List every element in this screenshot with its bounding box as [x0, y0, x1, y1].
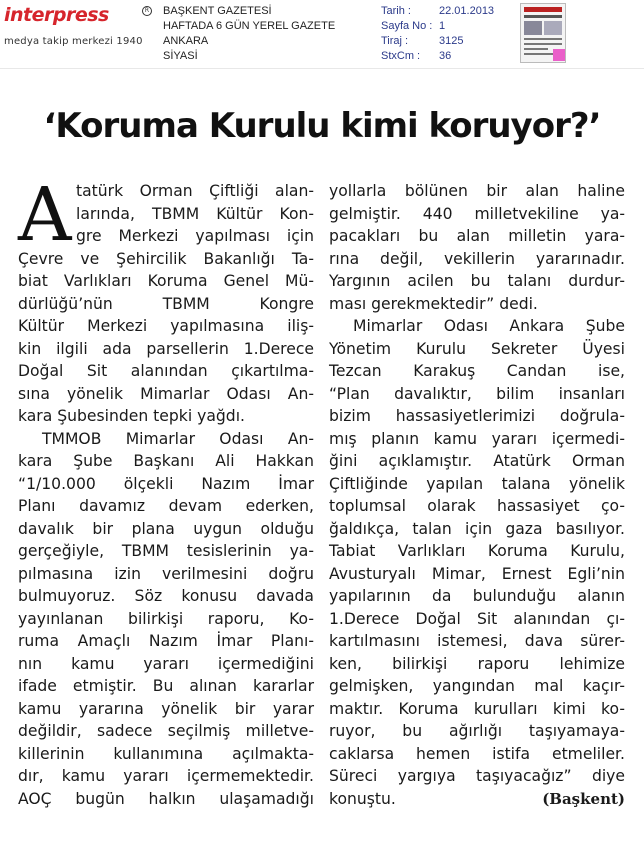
text-line: gerçeğiyle, TBMM tesislerinin ya- [18, 542, 314, 560]
article-column-right [329, 180, 625, 810]
meta-row-circulation [381, 34, 511, 49]
last-line [329, 788, 625, 811]
text-line: pılmasına izin verilmesini doğru [18, 564, 314, 583]
interpress-logo [4, 4, 150, 50]
text-line: kin ilgili ada parsellerin 1.Derece [18, 339, 314, 358]
header-divider [0, 68, 644, 69]
text-line: ğaldıkça, talan için gaza basılıyor. [329, 519, 625, 538]
clipping-meta [381, 4, 511, 64]
meta-row-page [381, 19, 511, 34]
text-line: Yargının acilen bu talanı durdur- [329, 272, 625, 290]
publication-section: SİYASİ [163, 50, 198, 62]
text-line: “1/10.000 ölçekli Nazım İmar [18, 474, 314, 493]
text-line: Çevre ve Şehircilik Bakanlığı Ta- [18, 249, 314, 268]
meta-key: Tarih : [381, 5, 411, 17]
clip-marker-icon [553, 49, 565, 61]
publication-city: ANKARA [163, 35, 209, 47]
registered-mark-icon: R [142, 6, 152, 16]
text-line: nın kamu yararı içermediğini [18, 654, 314, 673]
text-line: yapılarının da bulunduğu alanın [329, 587, 625, 605]
text-line: larında, TBMM Kültür Kon- [76, 204, 314, 223]
text-line: ken, bilirkişi raporu lehimize [329, 654, 625, 673]
text-line: pacakları bu alan milletin yara- [329, 227, 625, 245]
article-headline: ‘Koruma Kurulu kimi koruyor?’ [43, 106, 601, 146]
text-line: mış planın kamu yararı içermedi- [329, 429, 625, 448]
clipping-header [0, 0, 644, 68]
text-line: TMMOB Mimarlar Odası An- [42, 429, 314, 448]
text-line: Avusturyalı Mimar, Ernest Egli’nin [329, 564, 625, 583]
text-line: Mimarlar Odası Ankara Şube [353, 317, 625, 335]
text-line: ğini açıklamıştır. Atatürk Orman [329, 452, 625, 470]
text-line: değildir, sadece seçilmiş milletve- [18, 722, 314, 740]
meta-key: StxCm : [381, 50, 421, 62]
text-line: maktır. Koruma kurulları kimi ko- [329, 699, 625, 718]
text-line: killerinin kullanımına açılmakta- [18, 744, 314, 763]
text-line: dır, kamu yararı içermemektedir. [18, 767, 314, 785]
text-line: rına değil, vekillerin yararınadır. [329, 249, 625, 268]
article-signoff: (Başkent) [542, 789, 625, 808]
drop-cap: A [18, 172, 72, 258]
text-line: sına yönelik Mimarlar Odası An- [18, 384, 314, 403]
text-line: toplumsal olarak hassasiyet ço- [329, 497, 625, 515]
text-line: bulmuyoruz. Söz konusu davada [18, 587, 314, 605]
text-line: gelmiştir. 440 milletvekiline ya- [329, 204, 625, 223]
text-line: 1.Derece Doğal Sit alanından çı- [329, 609, 625, 628]
meta-key: Tiraj : [381, 35, 409, 47]
meta-value: 22.01.2013 [439, 5, 495, 17]
text-line: ması gerekmektedir” dedi. [329, 294, 538, 313]
text-line: davalık bir plana uygun olduğu [18, 519, 314, 538]
logo-tagline: medya takip merkezi 1940 [4, 36, 143, 47]
text-line: bizim hassasiyetlerimizi doğrula- [329, 407, 625, 425]
publication-info [163, 4, 373, 64]
text-line: Çiftliğinde yapılan talana yönelik [329, 474, 625, 493]
text-line: yayınlanan bilirkişi raporu, Ko- [18, 609, 314, 628]
text-line: “Plan davalıktır, bilim insanları [329, 384, 625, 403]
text-line: caklarsa hemen istifa etmeliler. [329, 744, 625, 763]
text-line: yollarla bölünen bir alan haline [329, 182, 625, 200]
publication-name: BAŞKENT GAZETESİ [163, 5, 272, 17]
text-line: Yönetim Kurulu Sekreter Üyesi [329, 339, 625, 358]
text-line: Süreci yargıya taşıyacağız” diye [329, 767, 625, 785]
article-column-left [18, 172, 314, 810]
meta-row-stxcm [381, 49, 511, 64]
text-line: konuştu. [329, 789, 396, 808]
text-line: Kültür Merkezi yapılmasına iliş- [18, 317, 314, 335]
text-line: kara Şube Başkanı Ali Hakkan [18, 452, 314, 470]
text-line: AOÇ bugün halkın ulaşamadığı [18, 789, 314, 808]
text-line: dürlüğü’nün TBMM Kongre [18, 294, 314, 313]
text-line: biat Varlıkları Koruma Genel Mü- [18, 272, 314, 290]
text-line: tatürk Orman Çiftliği alan- [76, 182, 314, 200]
publication-frequency: HAFTADA 6 GÜN YEREL GAZETE [163, 20, 336, 32]
text-line: Tabiat Varlıkları Koruma Kurulu, [329, 542, 625, 560]
text-line: kara Şubesinden tepki yağdı. [18, 407, 245, 425]
text-line: Planı davamız devam ederken, [18, 497, 314, 515]
meta-key: Sayfa No : [381, 20, 433, 32]
meta-value: 3125 [439, 35, 464, 47]
text-line: Doğal Sit alanından çıkartılma- [18, 362, 314, 380]
text-line: ruma Amaçlı Nazım İmar Planı- [18, 632, 314, 650]
meta-row-date [381, 4, 511, 19]
text-line: kamu yararına yönelik bir yarar [18, 699, 314, 718]
meta-value: 1 [439, 20, 446, 32]
text-line: ifade etmiştir. Bu alınan kararlar [18, 677, 314, 695]
meta-value: 36 [439, 50, 452, 62]
text-line: Tezcan Karakuş Candan ise, [329, 362, 625, 380]
text-line: gre Merkezi yapılması için [76, 227, 314, 245]
text-line: ruyor, bu ağırlığı taşıyamaya- [329, 722, 625, 740]
text-line: kartılmasını istemesi, dava sürer- [329, 632, 625, 650]
logo-wordmark: interpress [4, 4, 109, 26]
text-line: gelmişken, yangından mal kaçır- [329, 677, 625, 695]
